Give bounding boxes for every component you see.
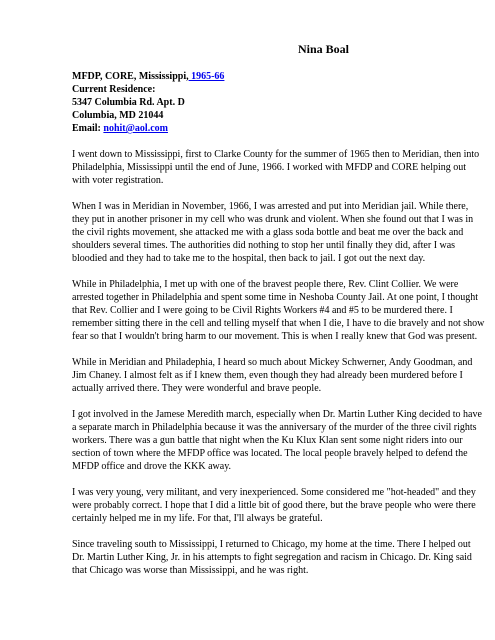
years-link[interactable]: 1965-66 [188,71,225,82]
email-line [72,122,485,135]
paragraph-2: When I was in Meridian in November, 1966, I was arrested and put into Meridian jail. While there, they put in another prisoner in my cell who was drunk and violent. When she found out that I was in the civil rights movement, she attacked me with a glass soda bottle and beat me over the back and shoulders several times. The authorities did nothing to stop her until finally they did, after I was bloodied and they had to take me to the hospital, then back to jail. I got out the next day. [72,201,474,264]
paragraph-5: I got involved in the Jamese Meredith march, especially when Dr. Martin Luther King decided to have a separate march in Philadelphia because it was the anniversary of the murder of the three civil rights workers. There was a gun battle that night when the Ku Klux Klan sent some night riders into our section of town where the MFDP office was located. The local people bravely helped to defend the MFDP office and drove the KKK away. [72,409,482,472]
residence-label: Current Residence: [72,84,156,95]
contact-header [72,70,485,135]
email-label: Email: [72,123,104,134]
paragraph-1: I went down to Mississippi, first to Clarke County for the summer of 1965 then to Meridian, then into Philadelphia, Mississippi until the end of June, 1966. I worked with MFDP and CORE helping out with voter registration. [72,149,480,186]
paragraph-4: While in Meridian and Philadephia, I heard so much about Mickey Schwerner, Andy Goodman, and Jim Chaney. I almost felt as if I knew them, even though they had already been murdered before I actually arrived there. They were wonderful and brave people. [72,357,473,394]
paragraph-3: While in Philadelphia, I met up with one of the bravest people there, Rev. Clint Collier. We were arrested together in Philadelphia and spent some time in Neshoba County Jail. At one point, I thought that Rev. Collier and I were going to be Civil Rights Workers #4 and #5 to be murdered there. I remember sitting there in the cell and telling myself that when I die, I have to die bravely and not show fear so that I wouldn't bring harm to our movement. This is when I really knew that God was present. [72,279,485,342]
address-line-2: Columbia, MD 21044 [72,110,164,121]
organization-line [72,70,485,83]
paragraph-7: Since traveling south to Mississippi, I returned to Chicago, my home at the time. There I helped out Dr. Martin Luther King, Jr. in his attempts to fight segregation and racism in Chicago. Dr. King said that Chicago was worse than Mississippi, and he was right. [72,539,472,576]
email-link[interactable]: nohit@aol.com [103,123,168,134]
address-line-1: 5347 Columbia Rd. Apt. D [72,97,185,108]
organization-text: MFDP, CORE, Mississippi, [72,71,189,82]
paragraph-6: I was very young, very militant, and very inexperienced. Some considered me "hot-headed" and they were probably correct. I hope that I did a little bit of good there, but the brave people who were there certainly helped me in my life. For that, I'll always be grateful. [72,487,476,524]
page-title: Nina Boal [297,42,349,56]
